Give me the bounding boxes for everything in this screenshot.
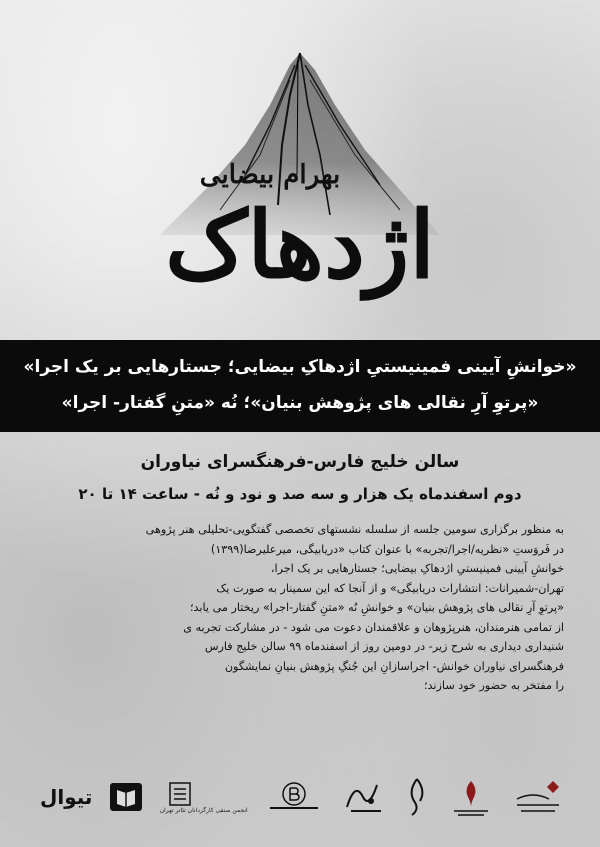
band-line-2: «پرتوِ آرِ نقالی های پژوهش بنیان»؛ نُه «متنِ گفتار- اجرا»	[61, 393, 539, 413]
tivall-logo: تیوال	[40, 785, 93, 809]
sponsor-logos	[40, 772, 565, 822]
band-line-1: «خوانشِ آیینی فمینیستیِ اژدهاکِ بیضایی؛ جستارهایی بر یک اجرا»	[23, 357, 577, 377]
b-emblem-logo	[264, 780, 324, 814]
association-name: انجمن صنفی کارگردانان تئاتر تهران	[159, 806, 248, 814]
description-line: در فَروَستِ «نظریه/اجرا/تجربه» با عنوان کتاب «دریابیگی، میرعلیرضا(۱۳۹۹)	[210, 542, 564, 556]
description-line: را مفتخر به حضور خود سازند؛	[423, 679, 564, 692]
description-line: به منظور برگزاری سومین جلسه از سلسله نشستهای تخصصی گفتگویی-تحلیلی هنر پژوهی	[145, 523, 564, 536]
foundation-logo	[404, 777, 430, 817]
author-name: بهرام بیضایی	[199, 160, 341, 190]
event-date: دوم اسفندماه یک هزار و سه صد و نود و نُه - ساعت ۱۴ تا ۲۰	[78, 485, 522, 503]
book-logo	[109, 782, 143, 812]
ministry-emblem-logo	[446, 777, 496, 817]
description-line: شنیداری دیداری به شرح زیر- در دومین روز از اسفندماه ۹۹ سالن خلیج فارس	[204, 640, 564, 653]
description-line: فرهنگسرای نیاوران خوانش- اجراسازانِ این جُنگِ پژوهش بنیانِ نمایشگون	[224, 659, 564, 673]
description-line: خوانشِ آیینی فمینیستیِ اژدهاکِ بیضایی؛ جستارهایی بر یک اجرا،	[270, 562, 564, 575]
description-line: از تمامی هنرمندان، هنرپژوهان و علاقمندان دعوت می شود - در مشارکت تجربه ی	[183, 620, 564, 634]
title-band	[0, 340, 600, 432]
cultural-center-logo	[513, 777, 565, 817]
venue: سالن خلیج فارس-فرهنگسرای نیاوران	[140, 452, 460, 472]
main-title: اژدهاک	[165, 191, 435, 299]
calligraphy-logo	[341, 777, 387, 817]
description	[38, 520, 564, 696]
directors-association-logo	[160, 781, 248, 814]
description-line: تهران-شمیرانات: انتشارات دریابیگی» و از آنجا که این سمینار به صورت یک	[216, 581, 564, 595]
description-line: «پرتوِ آرِ نقالی های پژوهش بنیان» و خوانشِ نُه «متنِ گفتار-اجرا» ریختار می یابد؛	[189, 601, 564, 614]
